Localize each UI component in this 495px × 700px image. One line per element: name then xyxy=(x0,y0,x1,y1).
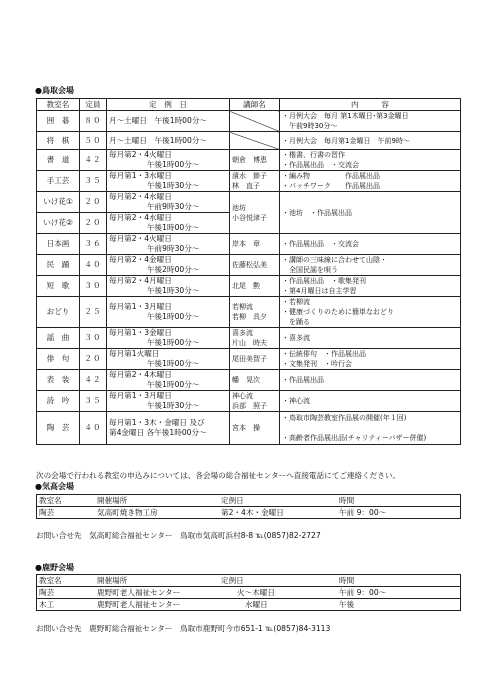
schedule: 毎月第2・4水曜日 午後1時00分～ xyxy=(107,213,230,234)
tottori-section-title: ●鳥取会場 xyxy=(35,86,74,95)
class-name: 手工芸 xyxy=(37,171,80,192)
content: ・神心流 xyxy=(280,391,461,412)
table-row xyxy=(37,255,461,276)
content: ・作品展出品 ・交流会 xyxy=(280,234,461,255)
table-row xyxy=(37,111,461,132)
header-schedule: 定 例 日 xyxy=(107,99,230,111)
class-name: いけ花② xyxy=(37,213,80,234)
header-day: 定例日 xyxy=(221,575,244,585)
table-row xyxy=(37,370,461,391)
time: 午前 9：00～ xyxy=(339,587,387,597)
table-row xyxy=(37,507,461,519)
table-row xyxy=(37,192,461,213)
schedule: 毎月第1・3金曜日 午後1時00分～ xyxy=(107,328,230,349)
schedule: 毎月第2・4水曜日 午前9時30分～ xyxy=(107,192,230,213)
class-name: 陶芸 xyxy=(39,507,55,517)
instructor: 濱水 節子 林 直子 xyxy=(230,171,280,192)
table-header-row xyxy=(37,99,461,111)
schedule: 毎月第1・3月曜日 午後1時30分～ xyxy=(107,391,230,412)
instructor: 若柳流 若柳 具夕 xyxy=(230,297,280,328)
capacity: ２０ xyxy=(80,213,107,234)
header-class: 教室名 xyxy=(39,575,62,585)
header-class: 教室名 xyxy=(37,99,80,111)
place: 気高町焼き物工房 xyxy=(97,507,158,517)
capacity: ４０ xyxy=(80,412,107,445)
table-row xyxy=(37,150,461,171)
class-name: おどり xyxy=(37,297,80,328)
header-place: 開催場所 xyxy=(97,495,128,505)
table-row xyxy=(37,297,461,328)
instructor: 尾田美智子 xyxy=(230,349,280,370)
table-row xyxy=(37,412,461,445)
content: ・伝統俳句 ・作品展出品 ・文集発刊 ・吟行会 xyxy=(280,349,461,370)
table-row xyxy=(37,276,461,297)
class-name: 俳 句 xyxy=(37,349,80,370)
capacity: ４２ xyxy=(80,370,107,391)
capacity: ３５ xyxy=(80,391,107,412)
content: ・池坊 ・作品展出品 xyxy=(280,192,461,234)
header-place: 開催場所 xyxy=(97,575,128,585)
capacity: ４０ xyxy=(80,255,107,276)
class-name: いけ花① xyxy=(37,192,80,213)
content: ・編み物 作品展出品 ・パッチワーク 作品展出品 xyxy=(280,171,461,192)
shikano-class-table xyxy=(36,574,461,611)
instructor: 幡 晃次 xyxy=(230,370,280,391)
table-row xyxy=(37,171,461,192)
instructor: 宮本 操 xyxy=(230,412,280,445)
time: 午前 9：00～ xyxy=(339,507,387,517)
kedaka-class-table xyxy=(36,494,461,519)
kedaka-section-title: ●気高会場 xyxy=(35,482,74,491)
instructor: 喜多流 片山 時夫 xyxy=(230,328,280,349)
place: 鹿野町老人福祉センター xyxy=(97,599,181,609)
table-row xyxy=(37,599,461,611)
capacity: ５０ xyxy=(80,132,107,150)
class-name: 日本画 xyxy=(37,234,80,255)
class-name: 謡 曲 xyxy=(37,328,80,349)
schedule: 月～土曜日 午後1時00分～ xyxy=(107,132,230,150)
time: 午後 xyxy=(339,599,355,609)
instructor: 朝倉 博恵 xyxy=(230,150,280,171)
header-content: 内 容 xyxy=(280,99,461,111)
schedule: 月～土曜日 午後1時00分～ xyxy=(107,111,230,132)
schedule: 毎月第1・3木・金曜日 及び 第4金曜日 各午後1時00分～ xyxy=(107,412,230,445)
table-row xyxy=(37,391,461,412)
schedule: 毎月第2・4月曜日 午後1時30分～ xyxy=(107,276,230,297)
table-header-row xyxy=(37,495,461,507)
schedule: 毎月第2・4火曜日 午前9時30分～ xyxy=(107,234,230,255)
class-name: 民 踊 xyxy=(37,255,80,276)
table-row xyxy=(37,349,461,370)
class-name: 書 道 xyxy=(37,150,80,171)
tottori-class-table xyxy=(36,98,461,445)
instructor: 神心流 浜部 照子 xyxy=(230,391,280,412)
capacity: ３６ xyxy=(80,234,107,255)
header-time: 時間 xyxy=(339,575,355,585)
day: 水曜日 xyxy=(245,599,268,609)
instructor: 池坊 小谷悦津子 xyxy=(230,192,280,234)
class-name: 詩 吟 xyxy=(37,391,80,412)
header-capacity: 定員 xyxy=(80,99,107,111)
schedule: 毎月第2・4火曜日 午後1時00分～ xyxy=(107,150,230,171)
capacity: ８０ xyxy=(80,111,107,132)
table-row xyxy=(37,587,461,599)
class-name: 表 装 xyxy=(37,370,80,391)
capacity: ２０ xyxy=(80,349,107,370)
application-notice: 次の会場で行われる教室の申込みについては、各会場の総合福祉センターへ直接電話にてご連絡ください。 xyxy=(36,471,401,480)
kedaka-contact: お問い合せ先 気高町総合福祉センター 鳥取市気高町浜村8-8 ℡(0857)82-2727 xyxy=(36,531,321,540)
capacity: ３５ xyxy=(80,171,107,192)
content: ・作品展出品 xyxy=(280,370,461,391)
instructor: 岸本 章 xyxy=(230,234,280,255)
table-row xyxy=(37,132,461,150)
place: 鹿野町老人福祉センター xyxy=(97,587,181,597)
capacity: ３０ xyxy=(80,328,107,349)
instructor: 佐藤松弘美 xyxy=(230,255,280,276)
class-name: 囲 碁 xyxy=(37,111,80,132)
content: ・楷書、行書の習作 ・作品展出品 ・交流会 xyxy=(280,150,461,171)
day: 第2・4木・金曜日 xyxy=(221,507,284,517)
table-header-row xyxy=(37,575,461,587)
class-name: 陶 芸 xyxy=(37,412,80,445)
content: ・若柳流 ・健康づくりのために簡単なおどり を踊る xyxy=(280,297,461,328)
schedule: 毎月第1・3水曜日 午後1時30分～ xyxy=(107,171,230,192)
class-name: 短 歌 xyxy=(37,276,80,297)
capacity: ２５ xyxy=(80,297,107,328)
schedule: 毎月第1火曜日 午後1時00分～ xyxy=(107,349,230,370)
instructor: 北尾 勲 xyxy=(230,276,280,297)
schedule: 毎月第1・3月曜日 午後1時00分～ xyxy=(107,297,230,328)
header-time: 時間 xyxy=(339,495,355,505)
capacity: ３０ xyxy=(80,276,107,297)
header-instructor: 講師名 xyxy=(230,99,280,111)
content: ・講師の三味線に合わせて山陰・ 全国民謡を唄う xyxy=(280,255,461,276)
table-row xyxy=(37,328,461,349)
header-day: 定例日 xyxy=(221,495,244,505)
schedule: 毎月第2・4金曜日 午後2時00分～ xyxy=(107,255,230,276)
content: ・作品展出品 ・歌集発刊 ・第4月曜日は自主学習 xyxy=(280,276,461,297)
instructor-empty xyxy=(230,132,280,150)
shikano-contact: お問い合せ先 鹿野町総合福祉センター 鳥取市鹿野町今市651-1 ℡(0857)84-3113 xyxy=(36,624,331,633)
content: ・月例大会 毎月第1金曜日 午前9時～ xyxy=(280,132,461,150)
content: ・喜多流 xyxy=(280,328,461,349)
content: ・月例大会 毎月 第1木曜日･第3金曜日 午前9時30分～ xyxy=(280,111,461,132)
schedule: 毎月第2・4木曜日 午後1時00分～ xyxy=(107,370,230,391)
class-name: 陶芸 xyxy=(39,587,55,597)
day: 火～木曜日 xyxy=(237,587,275,597)
content: ・鳥取市陶芸教室作品展の開催(年１回) ・高齢者作品展出品(チャリティーバザー併催) xyxy=(280,412,461,445)
table-row xyxy=(37,234,461,255)
header-class: 教室名 xyxy=(39,495,62,505)
class-name: 木工 xyxy=(39,599,55,609)
shikano-section-title: ●鹿野会場 xyxy=(35,563,74,572)
instructor-empty xyxy=(230,111,280,132)
class-name: 将 棋 xyxy=(37,132,80,150)
capacity: ４２ xyxy=(80,150,107,171)
capacity: ２０ xyxy=(80,192,107,213)
